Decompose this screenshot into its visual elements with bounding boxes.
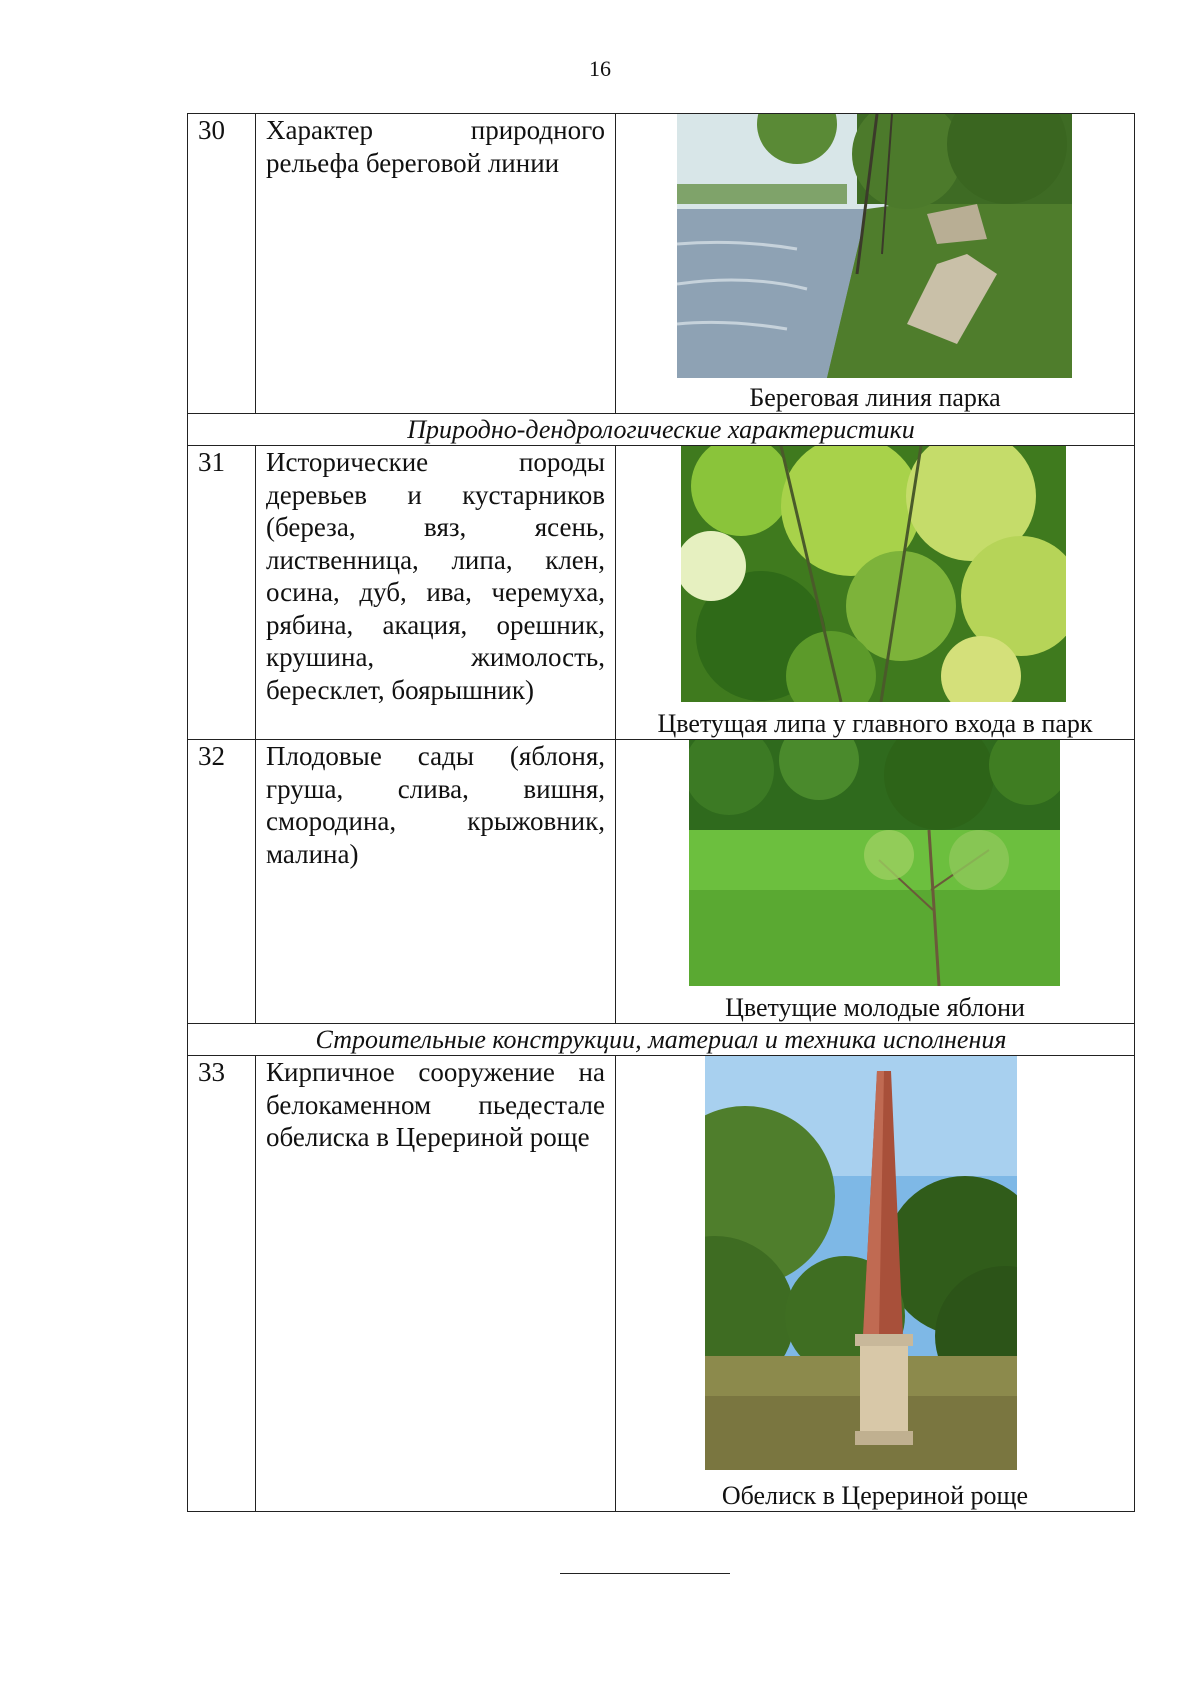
image-cell bbox=[616, 446, 1135, 740]
photo-caption: Береговая линия парка bbox=[749, 383, 1001, 412]
image-cell bbox=[616, 114, 1135, 414]
row-number: 32 bbox=[188, 740, 256, 1024]
row-description: Исторические породы деревьев и кустарников (береза, вяз, ясень, лиственница, липа, клен, осина, дуб, ива, черемуха, рябина, акация, орешник, крушина, жимолость, бересклет, боярышник) bbox=[256, 446, 616, 740]
table-row bbox=[188, 740, 1135, 1024]
section-row bbox=[188, 414, 1135, 446]
linden-photo bbox=[681, 446, 1066, 702]
row-number: 33 bbox=[188, 1056, 256, 1512]
photo-caption: Обелиск в Церериной роще bbox=[721, 1481, 1029, 1510]
page-number: 16 bbox=[589, 56, 611, 81]
photo-caption: Цветущая липа у главного входа в парк bbox=[657, 709, 1093, 738]
heritage-table bbox=[187, 113, 1135, 1512]
row-number: 31 bbox=[188, 446, 256, 740]
section-row bbox=[188, 1024, 1135, 1056]
row-number: 30 bbox=[188, 114, 256, 414]
row-description: Характер природного рельефа береговой линии bbox=[256, 114, 616, 414]
obelisk-photo bbox=[705, 1056, 1017, 1470]
footnote-separator bbox=[560, 1573, 730, 1574]
table-row bbox=[188, 446, 1135, 740]
row-description: Кирпичное сооружение на белокаменном пьедестале обелиска в Церериной роще bbox=[256, 1056, 616, 1512]
row-description: Плодовые сады (яблоня, груша, слива, вишня, смородина, крыжовник, малина) bbox=[256, 740, 616, 1024]
photo-caption: Цветущие молодые яблони bbox=[725, 993, 1025, 1022]
shoreline-photo bbox=[677, 114, 1072, 378]
image-cell bbox=[616, 740, 1135, 1024]
section-heading: Природно-дендрологические характеристики bbox=[188, 414, 1135, 446]
apple-trees-photo bbox=[689, 740, 1060, 986]
table-row bbox=[188, 1056, 1135, 1512]
section-heading: Строительные конструкции, материал и техника исполнения bbox=[188, 1024, 1135, 1056]
image-cell bbox=[616, 1056, 1135, 1512]
table-row bbox=[188, 114, 1135, 414]
